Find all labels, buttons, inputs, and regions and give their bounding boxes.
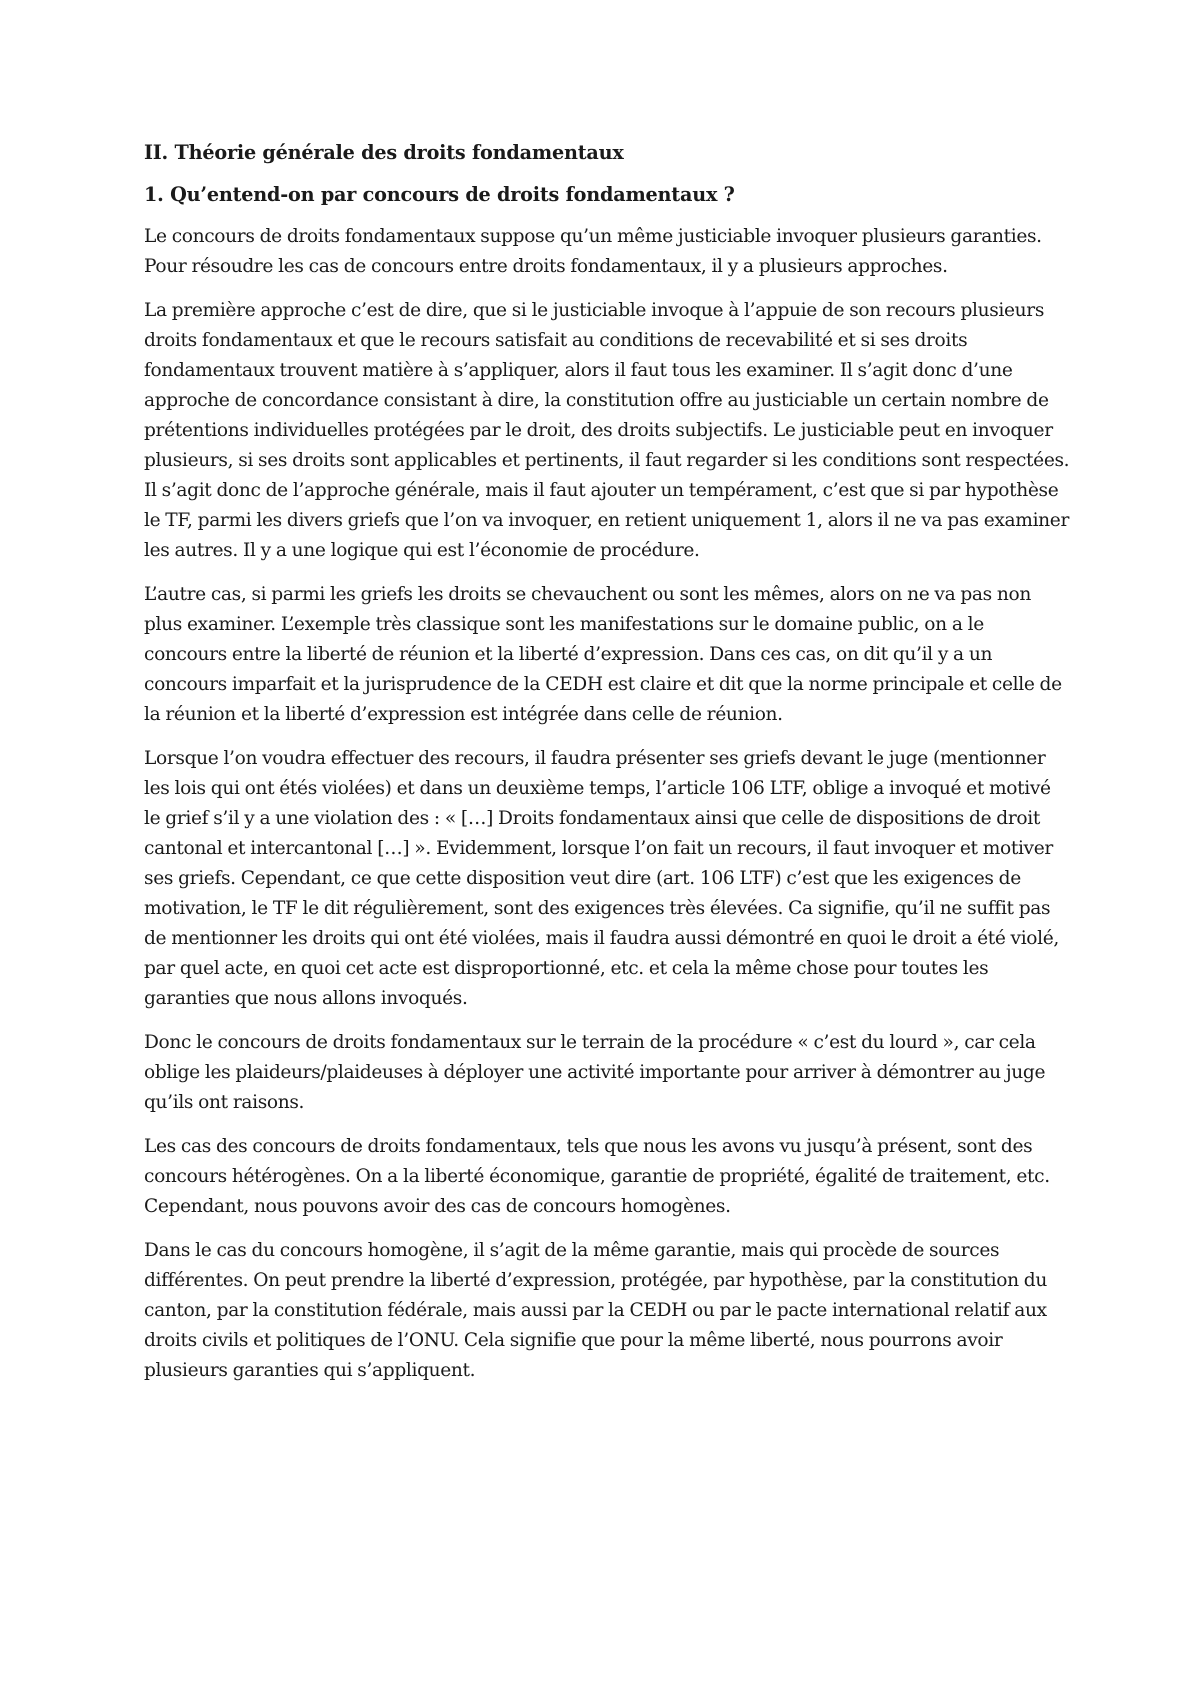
document-page <box>144 138 1070 1400</box>
question-title: 1. Qu’entend-on par concours de droits fondamentaux ? <box>144 183 735 206</box>
paragraph-procedure: Donc le concours de droits fondamentaux sur le terrain de la procédure « c’est du lourd », car cela oblige les plaideurs/plaideuses à déployer une activité importante pour arriver à démontrer au juge qu’ils ont raisons. <box>144 1032 1046 1113</box>
paragraph-appeals: Lorsque l’on voudra effectuer des recours, il faudra présenter ses griefs devant le juge (mentionner les lois qui ont étés violées) et dans un deuxième temps, l’article 106 LTF, oblige a invoqué et motivé le grief s’il y a une violation des : « […] Droits fondamentaux ainsi que celle de dispositions de droit cantonal et intercantonal […] ». Evidemment, lorsque l’on fait un recours, il faut invoquer et motiver ses griefs. Cependant, ce que cette disposition veut dire (art. 106 LTF) c’est que les exigences de motivation, le TF le dit régulièrement, sont des exigences très élevées. Ca signifie, qu’il ne suffit pas de mentionner les droits qui ont été violées, mais il faudra aussi démontré en quoi le droit a été violé, par quel acte, en quoi cet acte est disproportionné, etc. et cela la même chose pour toutes les garanties que nous allons invoqués. <box>144 748 1059 1009</box>
paragraph-intro: Le concours de droits fondamentaux suppose qu’un même justiciable invoquer plusieurs garanties. Pour résoudre les cas de concours entre droits fondamentaux, il y a plusieurs approches. <box>144 226 1042 277</box>
section-title: II. Théorie générale des droits fondamentaux <box>144 141 624 164</box>
paragraph-first-approach: La première approche c’est de dire, que si le justiciable invoque à l’appuie de son recours plusieurs droits fondamentaux et que le recours satisfait au conditions de recevabilité et si ses droits fondamentaux trouvent matière à s’appliquer, alors il faut tous les examiner. Il s’agit donc d’une approche de concordance consistant à dire, la constitution offre au justiciable un certain nombre de prétentions individuelles protégées par le droit, des droits subjectifs. Le justiciable peut en invoquer plusieurs, si ses droits sont applicables et pertinents, il faut regarder si les conditions sont respectées. Il s’agit donc de l’approche générale, mais il faut ajouter un tempérament, c’est que si par hypothèse le TF, parmi les divers griefs que l’on va invoquer, en retient uniquement 1, alors il ne va pas examiner les autres. Il y a une logique qui est l’économie de procédure. <box>144 300 1070 561</box>
paragraph-heterogeneous: Les cas des concours de droits fondamentaux, tels que nous les avons vu jusqu’à présent, sont des concours hétérogènes. On a la liberté économique, garantie de propriété, égalité de traitement, etc. Cependant, nous pouvons avoir des cas de concours homogènes. <box>144 1136 1050 1217</box>
paragraph-homogeneous: Dans le cas du concours homogène, il s’agit de la même garantie, mais qui procède de sources différentes. On peut prendre la liberté d’expression, protégée, par hypothèse, par la constitution du canton, par la constitution fédérale, mais aussi par la CEDH ou par le pacte international relatif aux droits civils et politiques de l’ONU. Cela signifie que pour la même liberté, nous pourrons avoir plusieurs garanties qui s’appliquent. <box>144 1240 1047 1381</box>
paragraph-other-case: L’autre cas, si parmi les griefs les droits se chevauchent ou sont les mêmes, alors on ne va pas non plus examiner. L’exemple très classique sont les manifestations sur le domaine public, on a le concours entre la liberté de réunion et la liberté d’expression. Dans ces cas, on dit qu’il y a un concours imparfait et la jurisprudence de la CEDH est claire et dit que la norme principale et celle de la réunion et la liberté d’expression est intégrée dans celle de réunion. <box>144 584 1062 725</box>
